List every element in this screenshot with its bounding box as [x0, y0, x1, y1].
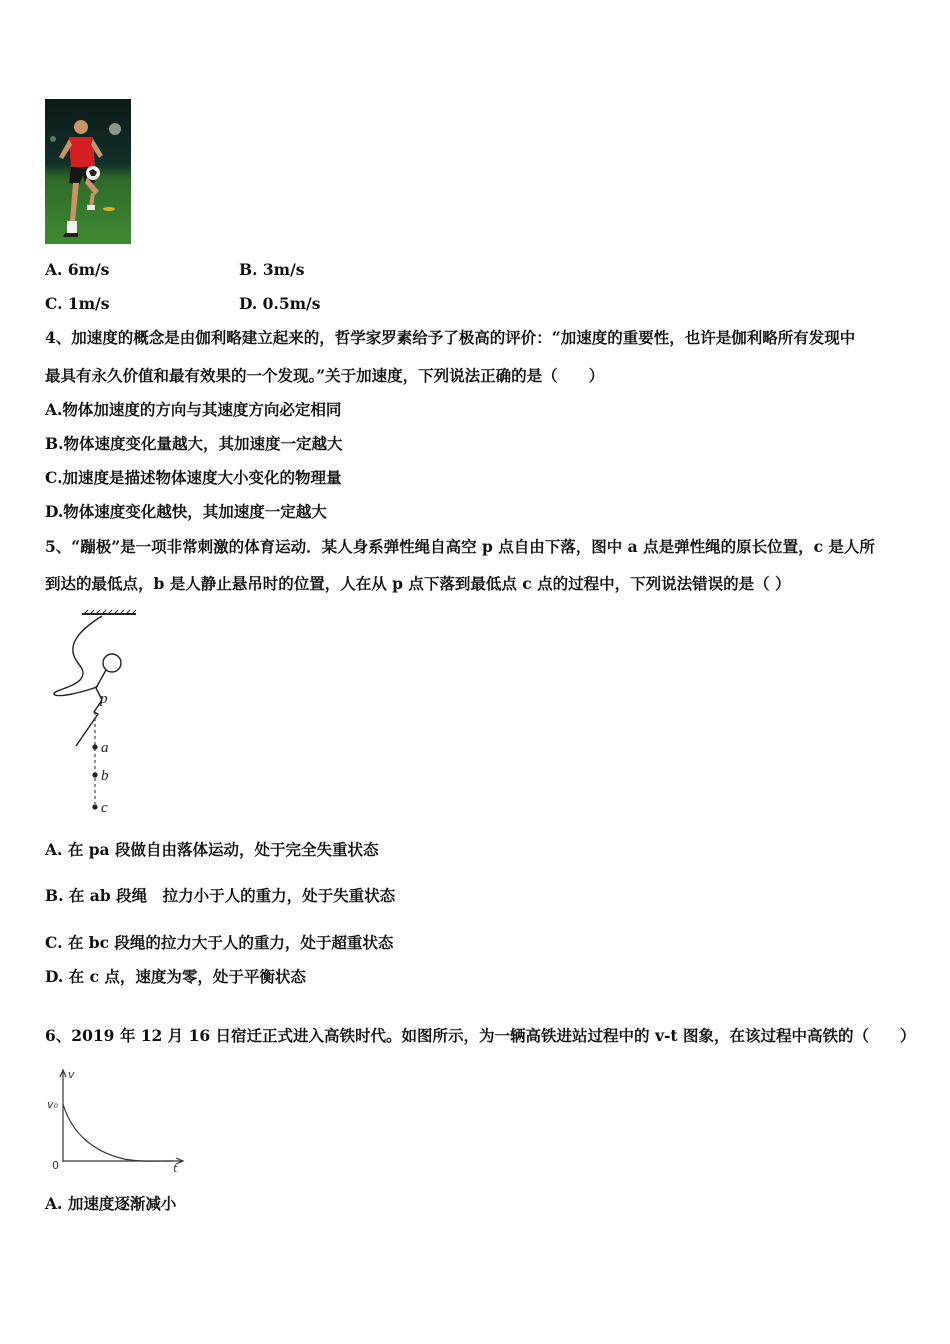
q6-option-a: A. 加速度逐渐减小: [45, 1194, 177, 1213]
q5-option-d: D. 在 c 点，速度为零，处于平衡状态: [45, 967, 306, 986]
q5-option-b: B. 在 ab 段绳 拉力小于人的重力，处于失重状态: [45, 886, 396, 905]
elastic-rope: [54, 616, 102, 696]
point-c-dot: [92, 804, 97, 809]
q3-option-d: D. 0.5m/s: [239, 294, 321, 313]
origin-label: 0: [52, 1159, 59, 1172]
q4-option-b: B.物体速度变化量越大，其加速度一定越大: [45, 434, 343, 453]
v0-label: v₀: [47, 1098, 58, 1111]
label-c: c: [101, 800, 108, 816]
point-a-dot: [92, 744, 97, 749]
label-b: b: [101, 768, 109, 784]
q4-stem-line-2: 最具有永久价值和最有效果的一个发现。”关于加速度，下列说法正确的是（ ）: [45, 366, 605, 385]
q4-option-c: C.加速度是描述物体速度大小变化的物理量: [45, 468, 342, 487]
q4-option-a: A.物体加速度的方向与其速度方向必定相同: [45, 400, 342, 419]
v-axis-label: v: [68, 1068, 75, 1081]
football-player-photo: [45, 99, 131, 244]
q3-option-c: C. 1m/s: [45, 294, 110, 313]
bungee-jump-figure: [50, 608, 150, 818]
velocity-curve: [63, 1104, 172, 1161]
person-body: [76, 670, 106, 746]
q5-option-a: A. 在 pa 段做自由落体运动，处于完全失重状态: [45, 840, 379, 859]
person-head: [103, 654, 121, 672]
q4-option-d: D.物体速度变化越快，其加速度一定越大: [45, 502, 327, 521]
q3-option-b: B. 3m/s: [239, 260, 305, 279]
velocity-time-graph: [44, 1066, 190, 1176]
label-p: p: [100, 691, 108, 707]
point-b-dot: [92, 772, 97, 777]
q5-option-c: C. 在 bc 段绳的拉力大于人的重力，处于超重状态: [45, 933, 394, 952]
q6-stem: 6、2019 年 12 月 16 日宿迁正式进入高铁时代。如图所示，为一辆高铁进站过程中的 v-t 图象，在该过程中高铁的（ ）: [45, 1026, 916, 1045]
q5-stem-line-1: 5、“蹦极”是一项非常刺激的体育运动．某人身系弹性绳自高空 p 点自由下落，图中 a 点是弹性绳的原长位置，c 是人所: [45, 537, 875, 556]
q3-option-a: A. 6m/s: [45, 260, 110, 279]
label-a: a: [101, 740, 109, 756]
t-axis-label: t: [173, 1162, 178, 1175]
q4-stem-line-1: 4、加速度的概念是由伽利略建立起来的，哲学家罗素给予了极高的评价：“加速度的重要性，也许是伽利略所有发现中: [45, 328, 856, 347]
q5-stem-line-2: 到达的最低点，b 是人静止悬吊时的位置，人在从 p 点下落到最低点 c 点的过程中，下列说法错误的是（ ）: [45, 574, 791, 593]
